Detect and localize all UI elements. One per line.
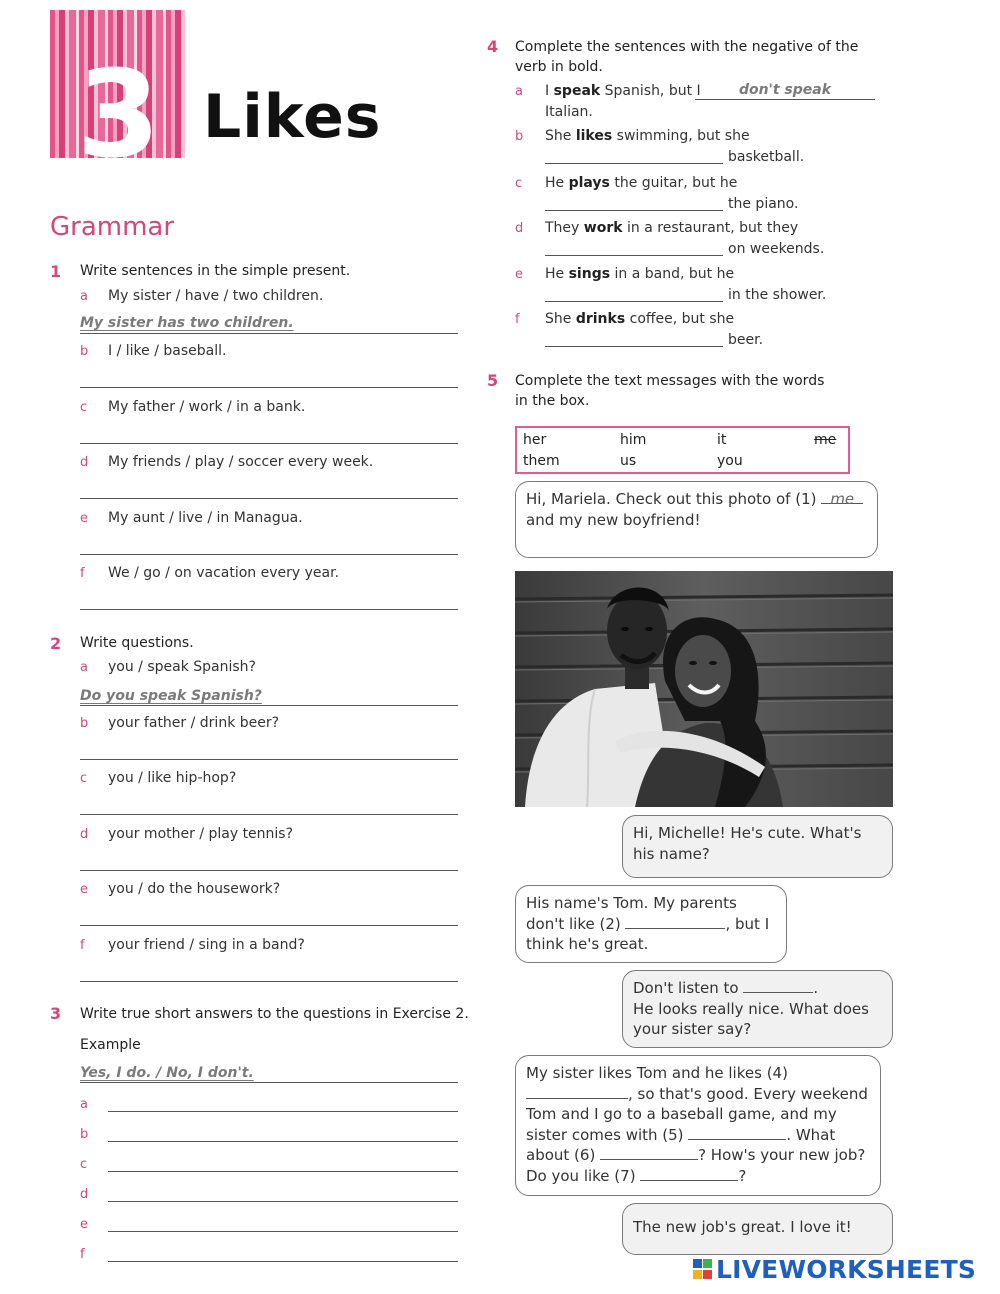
ex3-answer-a[interactable] (108, 1090, 458, 1112)
ex4-end-f: beer. (728, 332, 764, 348)
ex2-prompt-c: you / like hip-hop? (108, 770, 237, 786)
ex3-example-answer: Yes, I do. / No, I don't. (80, 1065, 254, 1081)
ex3-letter-a: a (80, 1097, 88, 1112)
ex3-letter-f: f (80, 1247, 85, 1262)
word-us: us (620, 453, 637, 469)
exercise-5-instruction-line1: Complete the text messages with the words (515, 373, 825, 389)
ex4-answer-d[interactable] (545, 238, 723, 256)
ex2-prompt-e: you / do the housework? (108, 881, 281, 897)
exercise-3-instruction: Write true short answers to the questions in Exercise 2. (80, 1006, 469, 1022)
unit-title: Likes (203, 82, 382, 152)
exercise-2-number: 2 (50, 634, 62, 653)
ex1-letter-f: f (80, 566, 85, 581)
ex2-letter-f: f (80, 938, 85, 953)
exercise-1-number: 1 (50, 262, 62, 281)
ex3-letter-b: b (80, 1127, 89, 1142)
ex2-answer-b[interactable] (80, 738, 458, 760)
ex4-answer-f[interactable] (545, 329, 723, 347)
message-6: The new job's great. I love it! (622, 1203, 893, 1255)
ex2-prompt-a: you / speak Spanish? (108, 659, 256, 675)
word-it: it (717, 432, 727, 448)
message-3: His name's Tom. My parents don't like (2) , but I think he's great. (515, 885, 787, 963)
liveworksheets-logo-text: LIVEWORKSHEETS (716, 1254, 977, 1284)
ex4-letter-c: c (515, 176, 523, 191)
ex1-letter-d: d (80, 455, 89, 470)
message-2: Hi, Michelle! He's cute. What's his name? (622, 815, 893, 878)
ex2-letter-b: b (80, 716, 89, 731)
ex1-prompt-e: My aunt / live / in Managua. (108, 510, 303, 526)
ex2-input-d[interactable] (80, 849, 458, 870)
ex2-input-c[interactable] (80, 793, 458, 814)
ex1-letter-c: c (80, 400, 88, 415)
ex2-input-e[interactable] (80, 904, 458, 925)
ex2-prompt-b: your father / drink beer? (108, 715, 280, 731)
ex1-input-c[interactable] (80, 422, 458, 443)
message-5-blank-7[interactable] (640, 1166, 738, 1181)
ex3-answer-c[interactable] (108, 1150, 458, 1172)
ex4-letter-b: b (515, 129, 524, 144)
message-5: My sister likes Tom and he likes (4) , so that's good. Every weekend Tom and I go to a baseball game, and my sister comes with (5) . What about (6) ? How's your new job? Do you like (7) ? (515, 1055, 881, 1196)
ex1-prompt-f: We / go / on vacation every year. (108, 565, 340, 581)
ex1-prompt-a: My sister / have / two children. (108, 288, 324, 304)
ex2-answer-d[interactable] (80, 849, 458, 871)
message-4: Don't listen to . He looks really nice. What does your sister say? (622, 970, 893, 1048)
ex4-end-c: the piano. (728, 196, 799, 212)
ex2-prompt-f: your friend / sing in a band? (108, 937, 305, 953)
message-3-blank-2[interactable] (625, 914, 725, 929)
ex4-sentence-e: He sings in a band, but he (545, 266, 735, 282)
ex4-answer-e[interactable] (545, 284, 723, 302)
message-5-blank-6[interactable] (600, 1145, 698, 1160)
ex3-input-f[interactable] (108, 1240, 458, 1261)
ex1-input-b[interactable] (80, 366, 458, 387)
ex4-input-b[interactable] (545, 147, 723, 164)
ex3-input-a[interactable] (108, 1090, 458, 1111)
ex2-answer-e[interactable] (80, 904, 458, 926)
ex4-letter-e: e (515, 267, 523, 282)
exercise-2-instruction: Write questions. (80, 635, 194, 651)
ex4-example-answer: don't speak (695, 82, 875, 100)
liveworksheets-logo (693, 1254, 976, 1284)
ex4-input-d[interactable] (545, 239, 723, 256)
ex4-sentence-f: She drinks coffee, but she (545, 311, 735, 327)
message-1: Hi, Mariela. Check out this photo of (1) me and my new boyfriend! (515, 481, 878, 558)
ex1-answer-f[interactable] (80, 588, 458, 610)
ex4-sentence-c: He plays the guitar, but he (545, 175, 738, 191)
ex1-answer-b[interactable] (80, 366, 458, 388)
exercise-4-instruction-line1: Complete the sentences with the negative of the (515, 39, 859, 55)
ex3-answer-f[interactable] (108, 1240, 458, 1262)
message-1-example-answer: me (821, 489, 863, 504)
ex3-input-e[interactable] (108, 1210, 458, 1231)
ex2-input-f[interactable] (80, 960, 458, 981)
exercise-5-instruction-line2: in the box. (515, 393, 590, 409)
ex3-letter-d: d (80, 1187, 89, 1202)
section-title: Grammar (50, 212, 175, 242)
ex2-answer-c[interactable] (80, 793, 458, 815)
ex3-letter-e: e (80, 1217, 88, 1232)
word-you: you (717, 453, 743, 469)
word-him: him (620, 432, 647, 448)
ex1-letter-a: a (80, 289, 88, 304)
ex2-letter-c: c (80, 771, 88, 786)
ex4-sentence-d: They work in a restaurant, but they (545, 220, 799, 236)
ex2-letter-d: d (80, 827, 89, 842)
liveworksheets-logo-icon (693, 1257, 713, 1281)
ex4-answer-c[interactable] (545, 193, 723, 211)
ex4-end-b: basketball. (728, 149, 805, 165)
ex1-line-a (80, 333, 458, 334)
couple-photo (515, 571, 893, 807)
ex3-letter-c: c (80, 1157, 88, 1172)
ex4-letter-d: d (515, 221, 524, 236)
exercise-3-example-label: Example (80, 1037, 141, 1053)
ex2-example-answer: Do you speak Spanish? (80, 688, 262, 704)
ex4-sentence-b: She likes swimming, but she (545, 128, 750, 144)
exercise-3-number: 3 (50, 1004, 62, 1023)
ex2-line-a (80, 705, 458, 706)
ex2-prompt-d: your mother / play tennis? (108, 826, 294, 842)
ex4-end-a: Italian. (545, 104, 593, 120)
ex4-sentence-a: I speak Spanish, but I (545, 83, 701, 99)
ex3-input-b[interactable] (108, 1120, 458, 1141)
unit-badge (50, 10, 185, 158)
word-them: them (523, 453, 560, 469)
ex3-input-d[interactable] (108, 1180, 458, 1201)
ex4-input-e[interactable] (545, 285, 723, 302)
exercise-4-instruction-line2: verb in bold. (515, 59, 603, 75)
ex4-end-d: on weekends. (728, 241, 825, 257)
ex1-answer-e[interactable] (80, 533, 458, 555)
ex1-input-d[interactable] (80, 477, 458, 498)
word-her: her (523, 432, 547, 448)
ex3-input-c[interactable] (108, 1150, 458, 1171)
ex1-answer-c[interactable] (80, 422, 458, 444)
ex1-prompt-d: My friends / play / soccer every week. (108, 454, 374, 470)
message-5-blank-5[interactable] (688, 1125, 786, 1140)
ex1-input-e[interactable] (80, 533, 458, 554)
ex4-input-c[interactable] (545, 194, 723, 211)
ex4-answer-b[interactable] (545, 146, 723, 164)
ex4-end-e: in the shower. (728, 287, 827, 303)
exercise-1-instruction: Write sentences in the simple present. (80, 263, 351, 279)
ex1-letter-b: b (80, 344, 89, 359)
ex1-prompt-c: My father / work / in a bank. (108, 399, 306, 415)
ex1-example-answer: My sister has two children. (80, 315, 294, 331)
ex1-letter-e: e (80, 511, 88, 526)
ex4-letter-a: a (515, 84, 523, 99)
message-5-blank-4[interactable] (526, 1084, 628, 1099)
ex3-answer-d[interactable] (108, 1180, 458, 1202)
ex1-answer-d[interactable] (80, 477, 458, 499)
ex2-answer-f[interactable] (80, 960, 458, 982)
ex2-letter-a: a (80, 660, 88, 675)
exercise-4-number: 4 (487, 37, 499, 56)
message-4-blank-3[interactable] (743, 978, 813, 993)
ex2-input-b[interactable] (80, 738, 458, 759)
ex3-answer-b[interactable] (108, 1120, 458, 1142)
ex1-input-f[interactable] (80, 588, 458, 609)
ex4-letter-f: f (515, 312, 520, 327)
ex2-letter-e: e (80, 882, 88, 897)
ex3-example-line (80, 1082, 458, 1083)
word-box (515, 426, 850, 474)
unit-number: 3 (76, 46, 159, 158)
ex4-input-f[interactable] (545, 330, 723, 347)
ex1-prompt-b: I / like / baseball. (108, 343, 227, 359)
exercise-5-number: 5 (487, 371, 499, 390)
word-me: me (814, 432, 837, 448)
ex3-answer-e[interactable] (108, 1210, 458, 1232)
